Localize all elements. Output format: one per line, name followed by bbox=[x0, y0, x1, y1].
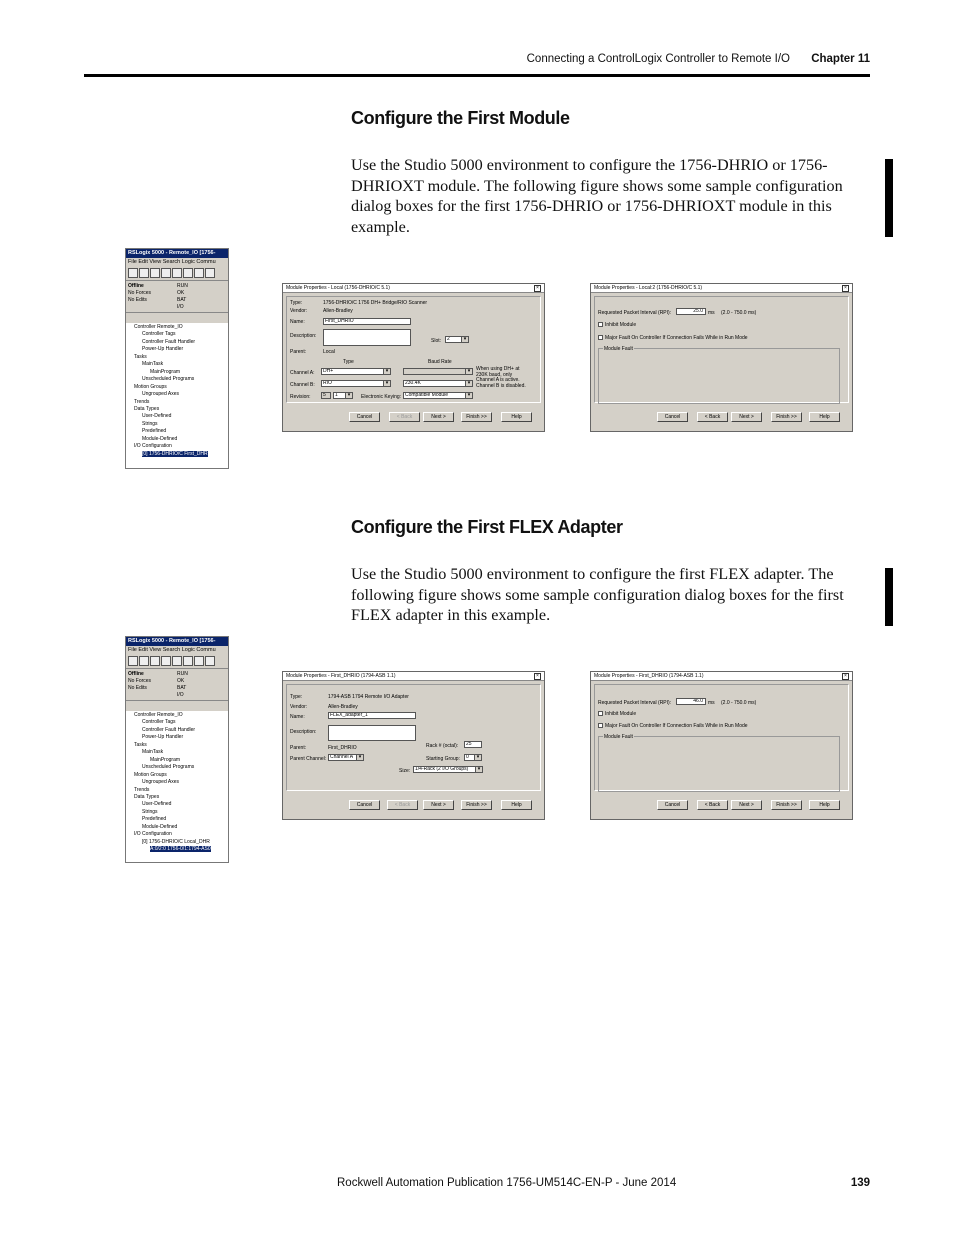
major-fault-checkbox[interactable] bbox=[598, 723, 603, 728]
dialog-title: Module Properties - First_DHRIO (1794-ASB 1.1) bbox=[286, 673, 396, 679]
close-icon[interactable]: × bbox=[842, 285, 849, 292]
finish-button[interactable]: Finish >> bbox=[461, 412, 492, 422]
tree-selected-adapter[interactable]: A:0/2:0 1756-0/1:1794-AS0 bbox=[150, 846, 211, 853]
controller-organizer-tree[interactable]: Controller Remote_IO Controller Tags Controller Fault Handler Power-Up Handler Tasks MainTask MainProgram Unscheduled Programs Motion Groups Ungrouped Axes Trends Data Types User-Defined Strings Predefined Module-Defined I/O Configuration [0] 1756-DHRIO/C Local_DHR A:0/2:0 1756-0/1:1794-AS0 bbox=[126, 711, 228, 854]
controller-status: Offline No Forces No Edits RUN OK BAT I/O bbox=[126, 669, 228, 701]
channel-b-baud-select[interactable]: 230.4K ▾ bbox=[403, 380, 473, 387]
slot-select[interactable]: 2 ▾ bbox=[445, 336, 469, 343]
section-heading: Configure the First FLEX Adapter bbox=[351, 517, 623, 537]
controller-status: Offline No Forces No Edits RUN OK BAT I/O bbox=[126, 281, 228, 313]
cancel-button[interactable]: Cancel bbox=[657, 412, 688, 422]
back-button: < Back bbox=[389, 412, 420, 422]
dialog-title: Module Properties - Local (1756-DHRIO/C 5.1) bbox=[286, 285, 390, 291]
help-button[interactable]: Help bbox=[501, 800, 532, 810]
dialog-title: Module Properties - Local:2 (1756-DHRIO/C 5.1) bbox=[594, 285, 703, 291]
inhibit-checkbox[interactable] bbox=[598, 322, 603, 327]
major-fault-checkbox[interactable] bbox=[598, 335, 603, 340]
section-paragraph: Use the Studio 5000 environment to configure the first FLEX adapter. The following figure shows some sample configuration dialog boxes for the first FLEX adapter in this example. bbox=[351, 565, 844, 624]
module-fault-group: Module Fault bbox=[598, 736, 840, 792]
finish-button[interactable]: Finish >> bbox=[771, 800, 802, 810]
help-button[interactable]: Help bbox=[501, 412, 532, 422]
help-button[interactable]: Help bbox=[809, 800, 840, 810]
back-button[interactable]: < Back bbox=[697, 800, 728, 810]
back-button: < Back bbox=[387, 800, 418, 810]
adapter-connection-dialog: Module Properties - First_DHRIO (1794-ASB 1.1) × Requested Packet Interval (RPI): 46.0 ms (2.0 - 750.0 ms) Inhibit Module Major Fault On Controller If Connection Fails While in Run Mode Module Fault Cancel < Back Next > Finish >> Help bbox=[590, 671, 853, 820]
change-bar bbox=[885, 568, 893, 626]
rslogix-menu: File Edit View Search Logic Commu bbox=[126, 258, 228, 267]
rpi-input[interactable]: 46.0 bbox=[676, 698, 706, 705]
change-bar bbox=[885, 159, 893, 237]
description-input[interactable] bbox=[328, 725, 416, 741]
rslogix-window bbox=[125, 636, 229, 863]
next-button[interactable]: Next > bbox=[423, 412, 454, 422]
running-header bbox=[527, 53, 870, 65]
revision-minor-select[interactable]: 1 ▾ bbox=[333, 392, 353, 399]
next-button[interactable]: Next > bbox=[731, 412, 762, 422]
section-heading: Configure the First Module bbox=[351, 108, 570, 128]
module-fault-group: Module Fault bbox=[598, 348, 840, 404]
header-rule bbox=[84, 74, 870, 77]
close-icon[interactable]: × bbox=[534, 673, 541, 680]
name-input[interactable]: First_DHRIO bbox=[323, 318, 411, 325]
help-button[interactable]: Help bbox=[809, 412, 840, 422]
rpi-input[interactable]: 25.0 bbox=[676, 308, 706, 315]
starting-group-select[interactable]: 0 ▾ bbox=[464, 754, 482, 761]
rslogix-toolbar bbox=[126, 267, 228, 281]
close-icon[interactable]: × bbox=[842, 673, 849, 680]
channel-b-type-select[interactable]: RIO ▾ bbox=[321, 380, 391, 387]
name-input[interactable]: FLEX_adapter_1 bbox=[328, 712, 416, 719]
header-chapter: Chapter 11 bbox=[811, 53, 870, 65]
rslogix-menu: File Edit View Search Logic Commu bbox=[126, 646, 228, 655]
back-button[interactable]: < Back bbox=[697, 412, 728, 422]
inhibit-checkbox[interactable] bbox=[598, 711, 603, 716]
module-properties-dialog: Module Properties - Local (1756-DHRIO/C 5.1) × Type: 1756-DHRIO/C 1756 DH+ Bridge/RIO Scanner Vendor: Allen-Bradley Name: First_DHRIO Description: Slot: 2 ▾ Parent: Local Type Baud Rate Channel A: DH+ ▾ ▾ Channel B: RIO ▾ 230.4K ▾ When using DH+ at 230K baud, only Channel A is active. Channel B is disabled. Revision: 5 1 ▾ Electronic Keying: Compatible Module ▾ Cancel < Back Next > Finish >> Help bbox=[282, 283, 545, 432]
adapter-properties-dialog: Module Properties - First_DHRIO (1794-ASB 1.1) × Type: 1794-ASB 1794 Remote I/O Adapter Vendor: Allen-Bradley Name: FLEX_adapter_1 Description: Parent: First_DHRIO Parent Channel: Channel A ▾ Rack # (octal): 25 Starting Group: 0 ▾ Size: 1/4-Rack (2 I/O Groups) ▾ Cancel < Back Next > Finish >> Help bbox=[282, 671, 545, 820]
page-number: 139 bbox=[850, 1177, 870, 1189]
controller-organizer-tree[interactable]: Controller Remote_IO Controller Tags Controller Fault Handler Power-Up Handler Tasks MainTask MainProgram Unscheduled Programs Motion Groups Ungrouped Axes Trends Data Types User-Defined Strings Predefined Module-Defined I/O Configuration [0] 1756-DHRIO/C First_DHR bbox=[134, 324, 208, 457]
dh-note: When using DH+ at 230K baud, only Channel A is active. Channel B is disabled. bbox=[476, 366, 526, 389]
module-properties-connection-dialog: Module Properties - Local:2 (1756-DHRIO/C 5.1) × Requested Packet Interval (RPI): 25.0 ms (2.0 - 750.0 ms) Inhibit Module Major Fault On Controller If Connection Fails While in Run Mode Module Fault Cancel < Back Next > Finish >> Help bbox=[590, 283, 853, 432]
header-title: Connecting a ControlLogix Controller to Remote I/O bbox=[526, 53, 790, 65]
rslogix-title: RSLogix 5000 - Remote_IO [1756- bbox=[126, 637, 228, 646]
close-icon[interactable]: × bbox=[534, 285, 541, 292]
size-select[interactable]: 1/4-Rack (2 I/O Groups) ▾ bbox=[413, 766, 483, 773]
description-input[interactable] bbox=[323, 329, 411, 346]
channel-a-baud-select bbox=[403, 368, 473, 375]
tree-module[interactable]: [0] 1756-DHRIO/C Local_DHR bbox=[142, 838, 210, 845]
next-button[interactable]: Next > bbox=[423, 800, 454, 810]
footer-publication: Rockwell Automation Publication 1756-UM514C-EN-P - June 2014 bbox=[337, 1177, 677, 1189]
rack-input[interactable]: 25 bbox=[464, 741, 482, 748]
cancel-button[interactable]: Cancel bbox=[349, 412, 380, 422]
section-paragraph: Use the Studio 5000 environment to configure the 1756-DHRIO or 1756-DHRIOXT module. The following figure shows some sample configuration dialog boxes for the first 1756-DHRIO or 1756-DHRIOXT module in this example. bbox=[351, 156, 843, 236]
cancel-button[interactable]: Cancel bbox=[657, 800, 688, 810]
channel-a-type-select[interactable]: DH+ ▾ bbox=[321, 368, 391, 375]
finish-button[interactable]: Finish >> bbox=[771, 412, 802, 422]
cancel-button[interactable]: Cancel bbox=[349, 800, 380, 810]
rslogix-window bbox=[125, 248, 229, 469]
finish-button[interactable]: Finish >> bbox=[461, 800, 492, 810]
rslogix-toolbar bbox=[126, 655, 228, 669]
parent-channel-select[interactable]: Channel A ▾ bbox=[328, 754, 364, 761]
dialog-title: Module Properties - First_DHRIO (1794-ASB 1.1) bbox=[594, 673, 704, 679]
rslogix-title: RSLogix 5000 - Remote_IO [1756- bbox=[126, 249, 228, 258]
next-button[interactable]: Next > bbox=[731, 800, 762, 810]
tree-selected-module[interactable]: [0] 1756-DHRIO/C First_DHR bbox=[142, 450, 208, 457]
electronic-keying-select[interactable]: Compatible Module ▾ bbox=[403, 392, 473, 399]
